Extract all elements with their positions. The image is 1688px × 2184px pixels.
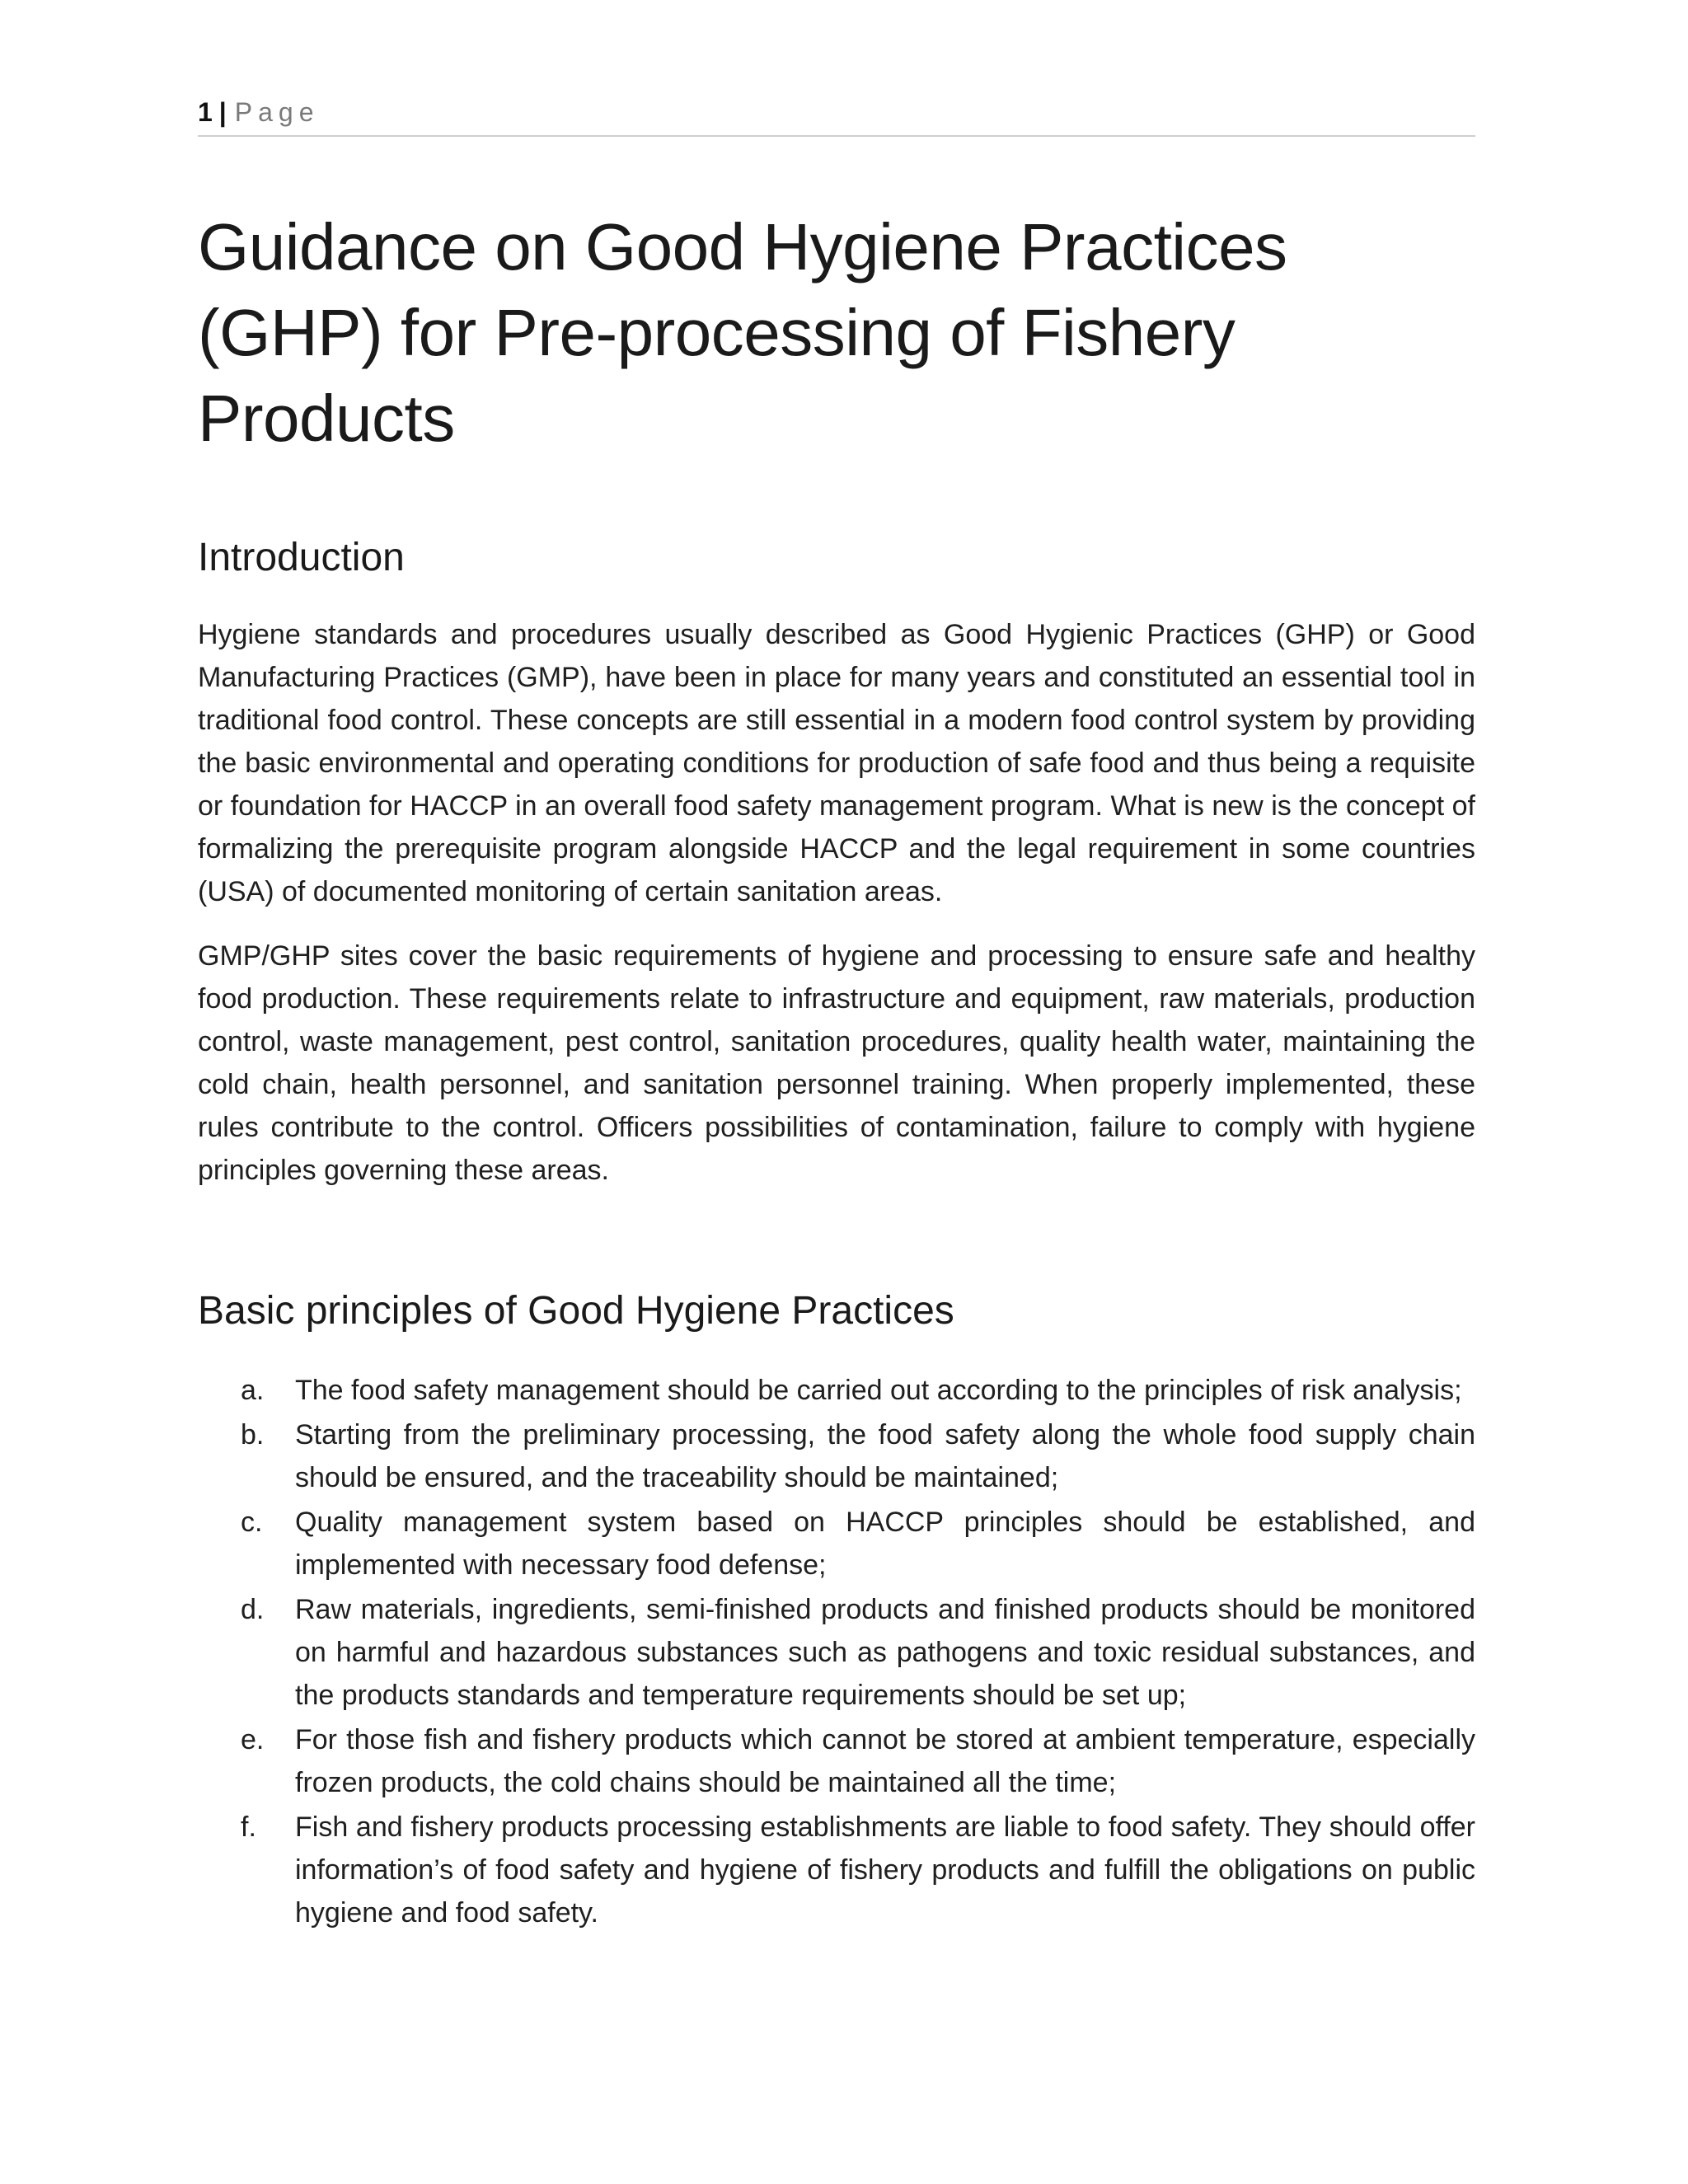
document-page (198, 91, 1475, 1936)
introduction-heading: Introduction (198, 536, 405, 579)
list-item-text: The food safety management should be carried out according to the principles of risk analysis; (295, 1375, 1462, 1407)
list-marker: f. (241, 1811, 256, 1844)
list-item (198, 1501, 1475, 1586)
list-item-text: For those fish and fishery products which cannot be stored at ambient temperature, especially frozen products, the cold chains should be maintained all the time; (295, 1724, 1475, 1799)
principles-list (198, 1369, 1475, 1934)
page-header (198, 91, 1475, 137)
introduction-paragraph-1: Hygiene standards and procedures usually described as Good Hygienic Practices (GHP) or Good Manufacturing Practices (GMP), have been in place for many years and constituted an essential tool in traditional food control. These concepts are still essential in a modern food control system by providing the basic environmental and operating conditions for production of safe food and thus being a requisite or foundation for HACCP in an overall food safety management program. What is new is the concept of formalizing the prerequisite program alongside HACCP and the legal requirement in some countries (USA) of documented monitoring of certain sanitation areas. (198, 618, 1475, 907)
list-marker: e. (241, 1724, 265, 1756)
list-marker: c. (241, 1507, 263, 1539)
page-label: Page (234, 97, 320, 127)
list-item (198, 1413, 1475, 1499)
list-item-text: Fish and fishery products processing establishments are liable to food safety. They should offer information’s of food safety and hygiene of fishery products and fulfill the obligations on public hygiene and food safety. (295, 1811, 1475, 1929)
list-marker: b. (241, 1419, 265, 1451)
document-title: Guidance on Good Hygiene Practices (GHP) for Pre-processing of Fishery Products (198, 210, 1287, 455)
introduction-paragraph-2: GMP/GHP sites cover the basic requirements of hygiene and processing to ensure safe and healthy food production. These requirements relate to infrastructure and equipment, raw materials, production control, waste management, pest control, sanitation procedures, quality health water, maintaining the cold chain, health personnel, and sanitation personnel training. When properly implemented, these rules contribute to the control. Officers possibilities of contamination, failure to comply with hygiene principles governing these areas. (198, 940, 1475, 1186)
list-marker: a. (241, 1375, 265, 1407)
list-item-text: Raw materials, ingredients, semi-finished products and finished products should be monitored on harmful and hazardous substances such as pathogens and toxic residual substances, and the products standards and temperature requirements should be set up; (295, 1594, 1475, 1712)
list-item (198, 1718, 1475, 1804)
list-item-text: Quality management system based on HACCP principles should be established, and implemented with necessary food defense; (295, 1507, 1475, 1582)
list-item-text: Starting from the preliminary processing, the food safety along the whole food supply chain should be ensured, and the traceability should be maintained; (295, 1419, 1475, 1494)
list-marker: d. (241, 1594, 265, 1626)
list-item (198, 1369, 1475, 1412)
list-item (198, 1588, 1475, 1717)
page-separator: | (218, 97, 227, 127)
page-number: 1 (198, 97, 213, 127)
basic-principles-heading: Basic principles of Good Hygiene Practices (198, 1288, 954, 1333)
list-item (198, 1806, 1475, 1934)
